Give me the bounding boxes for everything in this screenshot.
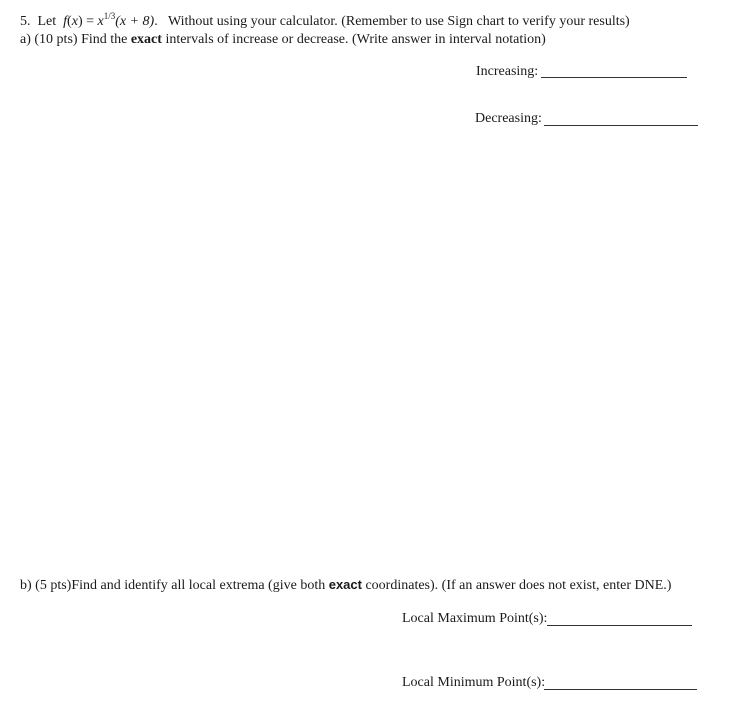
part-b-points: (5 pts)	[35, 578, 72, 593]
part-b-prompt	[20, 577, 671, 594]
problem-number: 5.	[20, 14, 31, 29]
part-a-prompt	[20, 32, 546, 48]
part-b-label: b)	[20, 578, 32, 593]
part-a-bold-word: exact	[130, 32, 162, 47]
decreasing-answer-line[interactable]	[544, 125, 698, 126]
instruction-text: Without using your calculator. (Remember to use Sign chart to verify your results)	[167, 14, 630, 29]
part-a-points: (10 pts)	[34, 32, 78, 47]
local-max-label: Local Maximum Point(s):	[402, 611, 548, 626]
part-a-text-after: intervals of increase or decrease. (Write answer in interval notation)	[165, 32, 546, 47]
increasing-label: Increasing:	[476, 64, 539, 79]
part-b-text-after: coordinates).	[365, 578, 439, 593]
function-expression: $f(x) = x^{1/3}(x + 8)$.	[63, 11, 158, 29]
part-a-label: a)	[20, 32, 31, 47]
part-b-dne-note: (If an answer does not exist, enter DNE.)	[441, 578, 672, 593]
part-b-text-before: Find and identify all local extrema (give both	[71, 578, 326, 593]
decreasing-label: Decreasing:	[475, 111, 542, 126]
increasing-answer-line[interactable]	[541, 77, 687, 78]
local-min-label: Local Minimum Point(s):	[402, 675, 546, 690]
let-word: Let	[37, 14, 57, 29]
local-min-answer-line[interactable]	[544, 689, 697, 690]
problem-statement	[20, 11, 630, 30]
part-a-text-before: Find the	[81, 32, 128, 47]
local-max-answer-line[interactable]	[547, 625, 692, 626]
part-b-bold-word: exact	[328, 577, 362, 592]
